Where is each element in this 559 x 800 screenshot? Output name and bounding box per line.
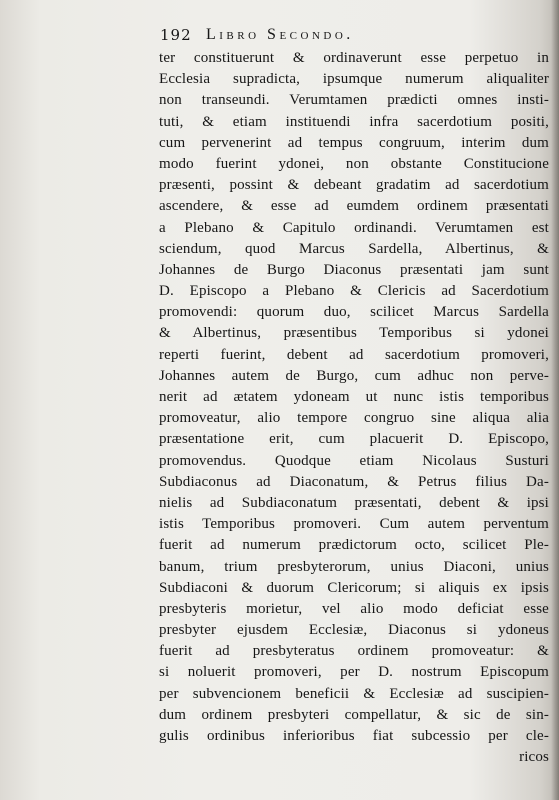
text-line: Subdiaconi & duorum Clericorum; si aliquis ex ipsis [159, 579, 549, 596]
text-line: istis Temporibus promoveri. Cum autem perventum [159, 516, 549, 533]
running-title: Libro Secondo. [206, 26, 354, 43]
text-line: Johannes autem de Burgo, cum adhuc non perve- [159, 367, 549, 384]
text-line: sciendum, quod Marcus Sardella, Albertinus, & [159, 240, 549, 257]
text-line: dum ordinem presbyteri compellatur, & sic de sin- [159, 706, 549, 723]
text-line: D. Episcopo a Plebano & Clericis ad Sacerdotium [159, 283, 549, 300]
text-line: ascendere, & esse ad eumdem ordinem præsentati [159, 198, 549, 215]
text-line: si noluerit promoveri, per D. nostrum Episcopum [159, 664, 549, 681]
catchword: ricos [519, 749, 549, 766]
page-header [160, 24, 480, 46]
text-line: nielis ad Subdiaconatum præsentati, debent & ipsi [159, 494, 549, 511]
text-line: tuti, & etiam instituendi infra sacerdotium positi, [159, 113, 549, 130]
text-line: ter constituerunt & ordinaverunt esse perpetuo in [159, 50, 549, 66]
text-line: & Albertinus, præsentibus Temporibus si ydonei [159, 325, 549, 342]
text-line: a Plebano & Capitulo ordinandi. Verumtamen est [159, 219, 549, 236]
text-line: promoveatur, alio tempore congruo sine aliqua alia [159, 410, 549, 427]
text-line: præsenti, possint & debeant gradatim ad sacerdotium [159, 177, 549, 194]
text-line: Subdiaconus ad Diaconatum, & Petrus filius Da- [159, 473, 549, 490]
text-line: presbyteris morietur, vel alio modo deficiat esse [159, 600, 549, 617]
page-number: 192 [160, 26, 192, 44]
text-line: modo fuerint ydonei, non obstante Constitucione [159, 155, 549, 172]
text-line: per subvencionem beneficii & Ecclesiæ ad suscipien- [159, 685, 549, 702]
body-text [159, 48, 549, 766]
text-line: præsentatione erit, cum placuerit D. Episcopo, [159, 431, 549, 448]
text-line: Ecclesia supradicta, ipsumque numerum aliqualiter [159, 71, 549, 88]
text-line: banum, trium presbyterorum, unius Diaconi, unius [159, 558, 549, 575]
text-line: reperti fuerint, debent ad sacerdotium promoveri, [159, 346, 549, 363]
text-line: non transeundi. Verumtamen prædicti omnes insti- [159, 92, 549, 109]
text-line: promovendus. Quodque etiam Nicolaus Susturi [159, 452, 549, 469]
text-line: presbyter ejusdem Ecclesiæ, Diaconus si ydoneus [159, 622, 549, 639]
text-line: Johannes de Burgo Diaconus præsentati jam sunt [159, 261, 549, 278]
text-line: cum pervenerint ad tempus congruum, interim dum [159, 134, 549, 151]
text-line: nerit ad ætatem ydoneam ut nunc istis temporibus [159, 389, 549, 405]
text-line: gulis ordinibus inferioribus fiat subcessio per cle- [159, 728, 549, 744]
text-line: fuerit ad numerum prædictorum octo, scilicet Ple- [159, 537, 549, 554]
text-line: fuerit ad presbyteratus ordinem promoveatur: & [159, 643, 549, 660]
text-line: promovendi: quorum duo, scilicet Marcus Sardella [159, 304, 549, 321]
